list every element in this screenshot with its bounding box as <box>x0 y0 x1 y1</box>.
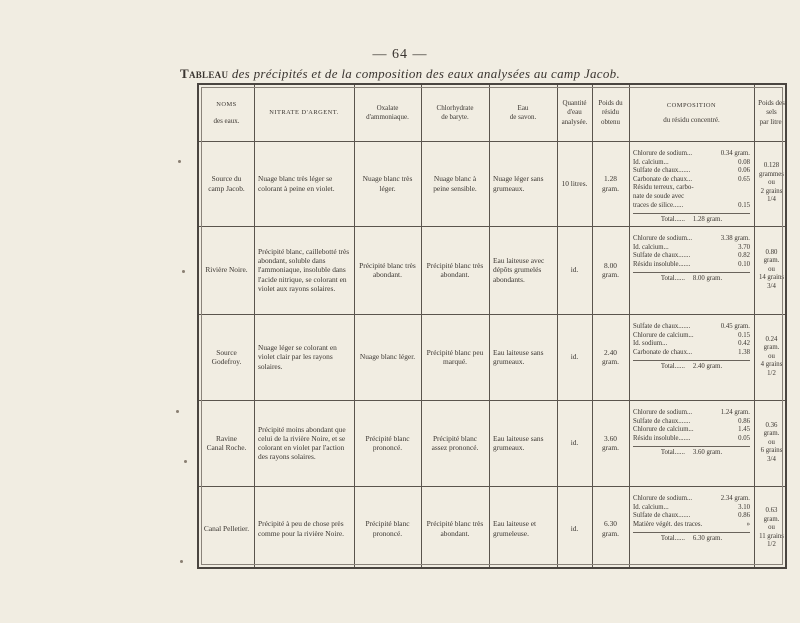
quantite-value <box>558 142 591 225</box>
header-names-line: des eaux. <box>213 117 240 125</box>
nitrate-result <box>255 487 353 570</box>
poids-sels-line: 0.63 gram. <box>763 507 780 523</box>
composition-label: Sulfate de chaux....... <box>633 167 691 175</box>
composition-item <box>633 193 750 202</box>
composition-item <box>633 323 750 332</box>
oxalate-result-text: Nuage blanc très léger. <box>362 174 413 193</box>
poids-sels-value <box>755 227 788 313</box>
composition-value: 1.45 <box>738 426 750 434</box>
header-poids-sels-line: sels <box>766 108 777 117</box>
composition-label: Sulfate de chaux....... <box>633 252 691 260</box>
header-poids-sels-line: par litre. <box>759 117 784 126</box>
composition-label: Chlorure de calcium... <box>633 331 694 339</box>
poids-sels-line: 1/2 <box>767 541 776 549</box>
composition-list <box>630 401 753 485</box>
total-label: Total...... <box>660 449 685 457</box>
composition-label: Résidu insoluble....... <box>633 434 691 442</box>
composition-value: » <box>746 520 750 528</box>
composition-label: Id. calcium... <box>633 158 669 166</box>
margin-marks <box>170 140 194 580</box>
water-name <box>200 401 253 485</box>
poids-residu-value <box>593 142 628 225</box>
header-names <box>200 86 253 140</box>
composition-label: Chlorure de sodium... <box>633 235 693 242</box>
nitrate-result-text: Nuage léger se colorant en violet clair par les rayons solaires. <box>258 343 337 371</box>
poids-sels-line: 2 grains <box>760 187 783 195</box>
total-value: 3.60 gram. <box>692 449 723 457</box>
header-nitrate <box>255 86 353 140</box>
header-quantite-line: Quantité <box>562 99 587 108</box>
chlorhydrate-result-text: Précipité blanc très abondant. <box>426 519 484 538</box>
water-name-line: Ravine <box>216 433 237 443</box>
quantite-value-text: 10 litres. <box>561 178 588 188</box>
header-oxalate-line: Oxalate <box>376 103 399 112</box>
water-name-line: Canal Pelletier. <box>203 523 250 533</box>
composition-item <box>633 159 750 168</box>
water-name <box>200 142 253 225</box>
composition-value: 0.45 gram. <box>720 323 750 330</box>
water-name <box>200 487 253 570</box>
header-poids-residu-line: obtenu <box>600 117 621 126</box>
nitrate-result <box>255 315 353 399</box>
composition-list <box>630 142 753 225</box>
poids-sels-value <box>755 401 788 485</box>
poids-sels-line: 14 grains <box>758 274 785 282</box>
total-label: Total...... <box>660 363 685 371</box>
composition-item <box>633 349 750 358</box>
quantite-value <box>558 315 591 399</box>
composition-list <box>630 227 753 313</box>
composition-item <box>633 340 750 349</box>
poids-residu-value <box>593 401 628 485</box>
chlorhydrate-result <box>422 227 488 313</box>
composition-total <box>633 532 750 544</box>
composition-value: 0.10 <box>738 260 750 268</box>
water-name <box>200 227 253 313</box>
quantite-value <box>558 401 591 485</box>
composition-item <box>633 235 750 244</box>
composition-value: 1.38 <box>738 348 750 356</box>
eau-savon-result-text: Eau laiteuse sans grumeaux. <box>493 433 544 452</box>
header-chlorhydrate-line: de baryte. <box>441 113 469 121</box>
header-quantite-line: d'eau <box>567 108 582 117</box>
poids-residu-value <box>593 227 628 313</box>
quantite-value-text: id. <box>570 265 579 275</box>
header-poids-sels <box>755 86 788 140</box>
composition-label: Chlorure de sodium... <box>633 150 693 157</box>
composition-value: 0.08 <box>738 158 750 166</box>
poids-sels-line: 0.36 gram. <box>763 421 780 438</box>
header-poids-residu <box>593 86 628 140</box>
nitrate-result-text: Précipité à peu de chose près comme pour la rivière Noire. <box>258 519 344 538</box>
composition-label: Sulfate de chaux....... <box>633 417 691 425</box>
composition-label: Sulfate de chaux....... <box>633 323 691 330</box>
composition-label: traces de silice...... <box>633 201 684 209</box>
header-nitrate-line: NITRATE D'ARGENT. <box>269 109 339 117</box>
oxalate-result <box>355 142 420 225</box>
oxalate-result <box>355 487 420 570</box>
header-composition-line: COMPOSITION <box>666 101 717 109</box>
chlorhydrate-result-text: Précipité blanc assez prononcé. <box>431 433 479 452</box>
composition-value: 1.24 gram. <box>720 409 750 416</box>
composition-label: Carbonate de chaux... <box>633 348 693 356</box>
composition-label: Id. calcium... <box>633 243 669 251</box>
chlorhydrate-result <box>422 487 488 570</box>
composition-item <box>633 261 750 270</box>
composition-label: Matière végét. des traces. <box>633 520 703 528</box>
poids-residu-value <box>593 487 628 570</box>
eau-savon-result <box>490 401 556 485</box>
header-chlorhydrate <box>422 86 488 140</box>
poids-sels-line: 1/2 <box>767 369 776 377</box>
water-name-line: Rivière Noire. <box>205 265 248 275</box>
poids-sels-value <box>755 487 788 570</box>
composition-item <box>633 435 750 444</box>
composition-value: 0.86 <box>738 417 750 425</box>
header-composition-line: du résidu concentré. <box>663 116 720 124</box>
header-eau-savon-line: Eau <box>517 103 529 112</box>
poids-sels-line: 3/4 <box>767 282 776 290</box>
poids-sels-line: ou <box>768 524 775 532</box>
poids-sels-line: 3/4 <box>767 455 776 463</box>
total-value: 6.30 gram. <box>692 535 723 543</box>
composition-total <box>633 360 750 372</box>
water-name-line: camp Jacob. <box>208 183 245 193</box>
poids-residu-value-text: 3.60 gram. <box>601 433 620 452</box>
poids-sels-line: ou <box>768 265 775 273</box>
poids-residu-value <box>593 315 628 399</box>
composition-value: 2.34 gram. <box>720 495 750 502</box>
header-eau-savon <box>490 86 556 140</box>
poids-sels-line: ou <box>768 352 775 360</box>
composition-label: Sulfate de chaux....... <box>633 512 691 520</box>
composition-label: Chlorure de sodium... <box>633 495 693 502</box>
chlorhydrate-result <box>422 315 488 399</box>
composition-item <box>633 504 750 513</box>
header-oxalate <box>355 86 420 140</box>
composition-item <box>633 150 750 159</box>
composition-item <box>633 418 750 427</box>
poids-residu-value-text: 2.40 gram. <box>601 347 620 366</box>
composition-total <box>633 446 750 458</box>
composition-value: 3.38 gram. <box>720 235 750 242</box>
composition-item <box>633 252 750 261</box>
composition-label: Carbonate de chaux... <box>633 175 693 183</box>
eau-savon-result <box>490 227 556 313</box>
composition-total <box>633 213 750 225</box>
poids-sels-line: 0.24 gram. <box>763 335 780 352</box>
composition-value: 0.86 <box>738 512 750 520</box>
composition-label: Id. sodium... <box>633 340 668 348</box>
poids-sels-line: 6 grains <box>760 447 783 455</box>
eau-savon-result <box>490 487 556 570</box>
composition-label: Chlorure de sodium... <box>633 409 693 416</box>
composition-value: 0.34 gram. <box>720 150 750 157</box>
composition-value: 0.42 <box>738 340 750 348</box>
poids-sels-value <box>755 142 788 225</box>
eau-savon-result-text: Nuage léger sans grumeaux. <box>493 174 544 193</box>
composition-label: Résidu insoluble....... <box>633 260 691 268</box>
composition-value: 0.15 <box>738 201 750 209</box>
composition-item <box>633 512 750 521</box>
composition-item <box>633 426 750 435</box>
header-poids-sels-line: Poids des <box>758 99 785 108</box>
composition-value: 3.70 <box>738 243 750 251</box>
title-lead: Tableau <box>179 66 229 81</box>
nitrate-result-text: Précipité moins abondant que celui de la rivière Noire, et se colorant en violet par l'action des rayons solaires. <box>258 424 346 462</box>
oxalate-result <box>355 401 420 485</box>
chlorhydrate-result <box>422 401 488 485</box>
quantite-value-text: id. <box>570 438 579 448</box>
composition-item <box>633 521 750 530</box>
water-name-line: Godefroy. <box>211 357 242 366</box>
poids-sels-line: 1/4 <box>767 196 776 204</box>
water-name <box>200 315 253 399</box>
oxalate-result-text: Précipité blanc prononcé. <box>365 519 410 538</box>
oxalate-result <box>355 227 420 313</box>
nitrate-result <box>255 401 353 485</box>
header-composition <box>630 86 753 140</box>
total-value: 2.40 gram. <box>692 363 723 371</box>
composition-value: 0.15 <box>738 331 750 339</box>
composition-item <box>633 409 750 418</box>
oxalate-result-text: Précipité blanc très abondant. <box>359 260 416 279</box>
nitrate-result <box>255 142 353 225</box>
chlorhydrate-result <box>422 142 488 225</box>
poids-residu-value-text: 8.00 gram. <box>601 260 620 279</box>
nitrate-result <box>255 227 353 313</box>
total-value: 1.28 gram. <box>692 216 723 224</box>
oxalate-result-text: Nuage blanc léger. <box>359 352 416 362</box>
composition-item <box>633 332 750 341</box>
poids-sels-line: ou <box>768 438 775 446</box>
poids-residu-value-text: 1.28 gram. <box>601 174 620 193</box>
quantite-value-text: id. <box>570 352 579 362</box>
poids-sels-line: grammes <box>759 170 784 178</box>
chlorhydrate-result-text: Précipité blanc peu marqué. <box>426 347 484 366</box>
composition-item <box>633 176 750 185</box>
composition-item <box>633 202 750 211</box>
quantite-value <box>558 487 591 570</box>
composition-total <box>633 272 750 284</box>
eau-savon-result-text: Eau laiteuse sans grumeaux. <box>493 347 544 366</box>
header-names-line: NOMS <box>216 100 237 108</box>
nitrate-result-text: Précipité blanc, caillebotté très abondant, soluble dans l'ammoniaque, insoluble dans l'acide nitrique, se colorant en violet aux rayons solaires. <box>258 246 350 293</box>
header-quantite <box>558 86 591 140</box>
composition-value: 0.65 <box>738 175 750 183</box>
composition-item <box>633 167 750 176</box>
composition-label: nate de soude avec <box>633 192 685 200</box>
poids-residu-value-text: 6.30 gram. <box>601 519 620 538</box>
quantite-value <box>558 227 591 313</box>
poids-sels-line: ou <box>768 179 775 187</box>
oxalate-result-text: Précipité blanc prononcé. <box>365 433 410 452</box>
total-label: Total...... <box>660 275 685 283</box>
nitrate-result-text: Nuage blanc très léger se colorant à peine en violet. <box>258 174 335 193</box>
header-eau-savon-line: de savon. <box>509 113 537 121</box>
chlorhydrate-result-text: Nuage blanc à peine sensible. <box>433 174 477 193</box>
poids-sels-line: 0.128 <box>763 162 780 170</box>
composition-list <box>630 487 753 570</box>
total-label: Total...... <box>660 535 685 543</box>
poids-sels-value <box>755 315 788 399</box>
poids-sels-line: 11 grains <box>759 532 784 540</box>
poids-sels-line: 0.80 gram. <box>763 248 780 265</box>
composition-item <box>633 495 750 504</box>
header-oxalate-line: d'ammoniaque. <box>366 113 409 121</box>
total-value: 8.00 gram. <box>692 275 723 283</box>
total-label: Total...... <box>660 216 685 224</box>
composition-value: 0.05 <box>738 434 750 442</box>
composition-list <box>630 315 753 399</box>
composition-label: Id. calcium... <box>633 503 669 511</box>
composition-label: Résidu terreux, carbo- <box>633 184 694 192</box>
composition-item <box>633 184 750 193</box>
composition-item <box>633 244 750 253</box>
quantite-value-text: id. <box>570 523 579 533</box>
table-title <box>0 66 800 82</box>
poids-sels-line: 4 grains <box>760 361 783 369</box>
eau-savon-result-text: Eau laiteuse et grumeleuse. <box>493 519 537 538</box>
water-name-line: Source <box>216 347 237 357</box>
header-quantite-line: analysée. <box>561 117 588 126</box>
page-number: — 64 — <box>372 47 428 62</box>
composition-value: 3.10 <box>738 503 750 511</box>
header-chlorhydrate-line: Chlorhydrate <box>436 103 474 112</box>
header-poids-residu-line: résidu <box>601 108 620 117</box>
composition-label: Chlorure de calcium... <box>633 426 694 434</box>
eau-savon-result <box>490 315 556 399</box>
eau-savon-result <box>490 142 556 225</box>
title-rest: des précipités et de la composition des eaux analysées au camp Jacob. <box>231 66 621 81</box>
composition-value: 0.82 <box>738 252 750 260</box>
water-name-line: Canal Roche. <box>206 443 247 452</box>
composition-value: 0.06 <box>738 167 750 175</box>
chlorhydrate-result-text: Précipité blanc très abondant. <box>426 260 484 279</box>
eau-savon-result-text: Eau laiteuse avec dépôts grumelés abondants. <box>493 256 545 284</box>
water-name-line: Source du <box>211 174 242 184</box>
header-poids-residu-line: Poids du <box>598 99 623 108</box>
analysis-table <box>197 83 787 569</box>
oxalate-result <box>355 315 420 399</box>
